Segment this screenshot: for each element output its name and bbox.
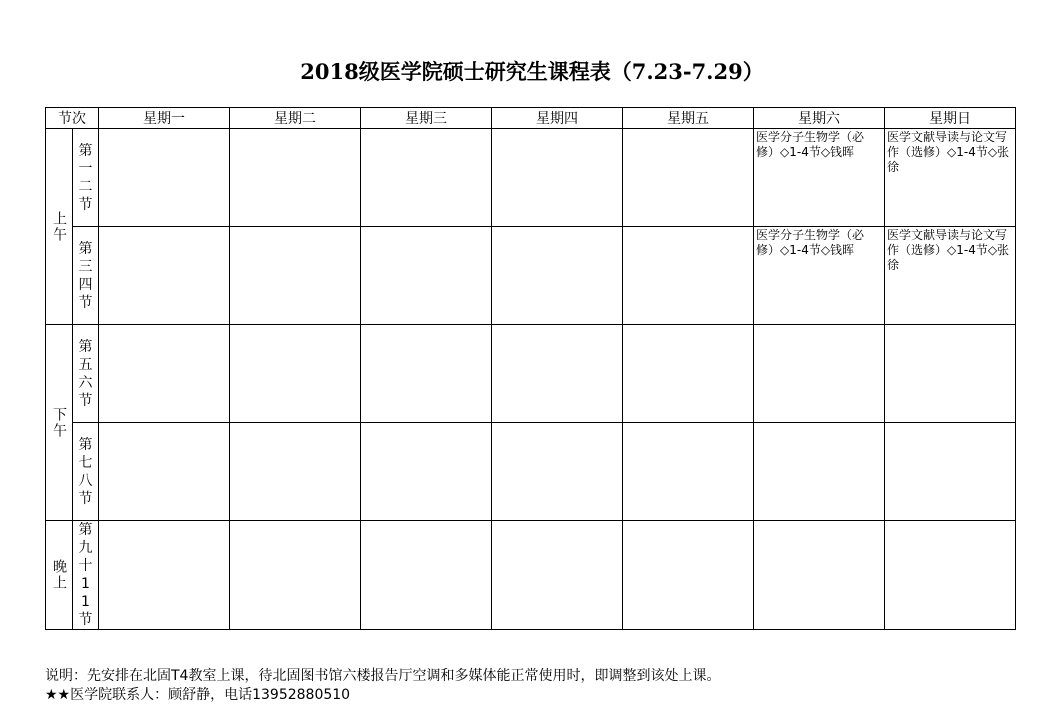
table-row — [46, 227, 1016, 325]
course-sun-1-2: 医学文献导读与论文写作（选修）◇1-4节◇张徐 — [885, 129, 1016, 227]
session-9-11: 第九十11节 — [73, 521, 99, 630]
course-sat-1-2: 医学分子生物学（必修）◇1-4节◇钱晖 — [754, 129, 885, 227]
cell-sat-7-8 — [754, 423, 885, 521]
session-3-4: 第三四节 — [73, 227, 99, 325]
cell-wed-7-8 — [361, 423, 492, 521]
page-title: 2018级医学院硕士研究生课程表（7.23-7.29） — [300, 59, 764, 84]
table-row — [46, 521, 1016, 630]
header-day-thu: 星期四 — [492, 108, 623, 129]
note-line-2: ★★医学院联系人：顾舒静，电话13952880510 — [45, 687, 351, 703]
header-day-wed: 星期三 — [361, 108, 492, 129]
cell-tue-1-2 — [230, 129, 361, 227]
session-5-6: 第五六节 — [73, 325, 99, 423]
cell-sun-7-8 — [885, 423, 1016, 521]
schedule-table — [45, 107, 1016, 630]
cell-thu-1-2 — [492, 129, 623, 227]
header-period: 节次 — [46, 108, 99, 129]
cell-fri-1-2 — [623, 129, 754, 227]
cell-tue-7-8 — [230, 423, 361, 521]
cell-sun-5-6 — [885, 325, 1016, 423]
cell-tue-3-4 — [230, 227, 361, 325]
cell-wed-1-2 — [361, 129, 492, 227]
session-7-8: 第七八节 — [73, 423, 99, 521]
table-row — [46, 129, 1016, 227]
header-day-tue: 星期二 — [230, 108, 361, 129]
cell-fri-5-6 — [623, 325, 754, 423]
cell-fri-7-8 — [623, 423, 754, 521]
period-morning: 上午 — [46, 129, 73, 325]
cell-fri-3-4 — [623, 227, 754, 325]
table-row — [46, 423, 1016, 521]
header-day-sun: 星期日 — [885, 108, 1016, 129]
table-row — [46, 325, 1016, 423]
cell-mon-1-2 — [99, 129, 230, 227]
notes — [45, 667, 720, 705]
cell-thu-9-11 — [492, 521, 623, 630]
header-row — [46, 108, 1016, 129]
cell-thu-5-6 — [492, 325, 623, 423]
cell-sun-9-11 — [885, 521, 1016, 630]
cell-wed-5-6 — [361, 325, 492, 423]
period-afternoon: 下午 — [46, 325, 73, 521]
session-1-2: 第一二节 — [73, 129, 99, 227]
cell-sat-5-6 — [754, 325, 885, 423]
cell-tue-9-11 — [230, 521, 361, 630]
note-line-1: 说明：先安排在北固T4教室上课，待北固图书馆六楼报告厅空调和多媒体能正常使用时，即调整到该处上课。 — [45, 668, 721, 684]
cell-fri-9-11 — [623, 521, 754, 630]
cell-mon-7-8 — [99, 423, 230, 521]
cell-thu-3-4 — [492, 227, 623, 325]
cell-mon-9-11 — [99, 521, 230, 630]
period-evening: 晚上 — [46, 521, 73, 630]
header-day-mon: 星期一 — [99, 108, 230, 129]
cell-mon-3-4 — [99, 227, 230, 325]
cell-tue-5-6 — [230, 325, 361, 423]
header-day-sat: 星期六 — [754, 108, 885, 129]
cell-sat-9-11 — [754, 521, 885, 630]
course-sun-3-4: 医学文献导读与论文写作（选修）◇1-4节◇张徐 — [885, 227, 1016, 325]
cell-wed-9-11 — [361, 521, 492, 630]
header-day-fri: 星期五 — [623, 108, 754, 129]
course-sat-3-4: 医学分子生物学（必修）◇1-4节◇钱晖 — [754, 227, 885, 325]
cell-wed-3-4 — [361, 227, 492, 325]
cell-thu-7-8 — [492, 423, 623, 521]
cell-mon-5-6 — [99, 325, 230, 423]
